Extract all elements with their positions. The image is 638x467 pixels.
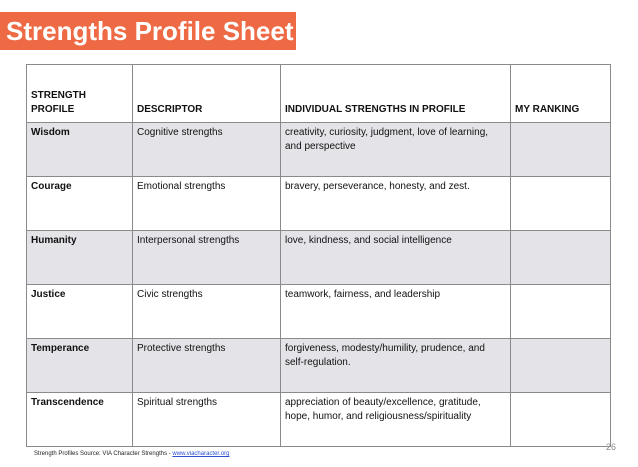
strengths-cell: love, kindness, and social intelligence bbox=[281, 231, 511, 285]
ranking-cell[interactable] bbox=[511, 177, 611, 231]
descriptor-cell: Spiritual strengths bbox=[133, 393, 281, 447]
source-footnote bbox=[34, 451, 229, 457]
profile-name: Courage bbox=[27, 177, 133, 231]
descriptor-cell: Protective strengths bbox=[133, 339, 281, 393]
descriptor-cell: Emotional strengths bbox=[133, 177, 281, 231]
source-link[interactable]: www.viacharacter.org bbox=[172, 451, 230, 457]
ranking-cell[interactable] bbox=[511, 123, 611, 177]
table-row bbox=[27, 393, 611, 447]
header-my-ranking: MY RANKING bbox=[511, 65, 611, 123]
ranking-cell[interactable] bbox=[511, 285, 611, 339]
table-row bbox=[27, 339, 611, 393]
strengths-cell: bravery, perseverance, honesty, and zest. bbox=[281, 177, 511, 231]
strengths-cell: forgiveness, modesty/humility, prudence, and self-regulation. bbox=[281, 339, 511, 393]
descriptor-cell: Interpersonal strengths bbox=[133, 231, 281, 285]
strengths-cell: teamwork, fairness, and leadership bbox=[281, 285, 511, 339]
ranking-cell[interactable] bbox=[511, 231, 611, 285]
ranking-cell[interactable] bbox=[511, 339, 611, 393]
descriptor-cell: Cognitive strengths bbox=[133, 123, 281, 177]
strengths-cell: creativity, curiosity, judgment, love of learning, and perspective bbox=[281, 123, 511, 177]
table-row bbox=[27, 231, 611, 285]
descriptor-cell: Civic strengths bbox=[133, 285, 281, 339]
header-strength-profile: STRENGTH PROFILE bbox=[27, 65, 133, 123]
profile-name: Temperance bbox=[27, 339, 133, 393]
profile-name: Justice bbox=[27, 285, 133, 339]
table-row bbox=[27, 123, 611, 177]
table-header-row bbox=[27, 65, 611, 123]
strengths-cell: appreciation of beauty/excellence, gratitude, hope, humor, and religiousness/spirituality bbox=[281, 393, 511, 447]
page-title: Strengths Profile Sheet bbox=[0, 12, 296, 50]
footnote-text: Strength Profiles Source: VIA Character Strengths - bbox=[34, 451, 173, 457]
header-individual-strengths: INDIVIDUAL STRENGTHS IN PROFILE bbox=[281, 65, 511, 123]
ranking-cell[interactable] bbox=[511, 393, 611, 447]
profile-name: Wisdom bbox=[27, 123, 133, 177]
strengths-table bbox=[26, 64, 611, 447]
table-row bbox=[27, 285, 611, 339]
profile-name: Transcendence bbox=[27, 393, 133, 447]
table-row bbox=[27, 177, 611, 231]
header-descriptor: DESCRIPTOR bbox=[133, 65, 281, 123]
page-number: 26 bbox=[605, 442, 616, 452]
profile-name: Humanity bbox=[27, 231, 133, 285]
